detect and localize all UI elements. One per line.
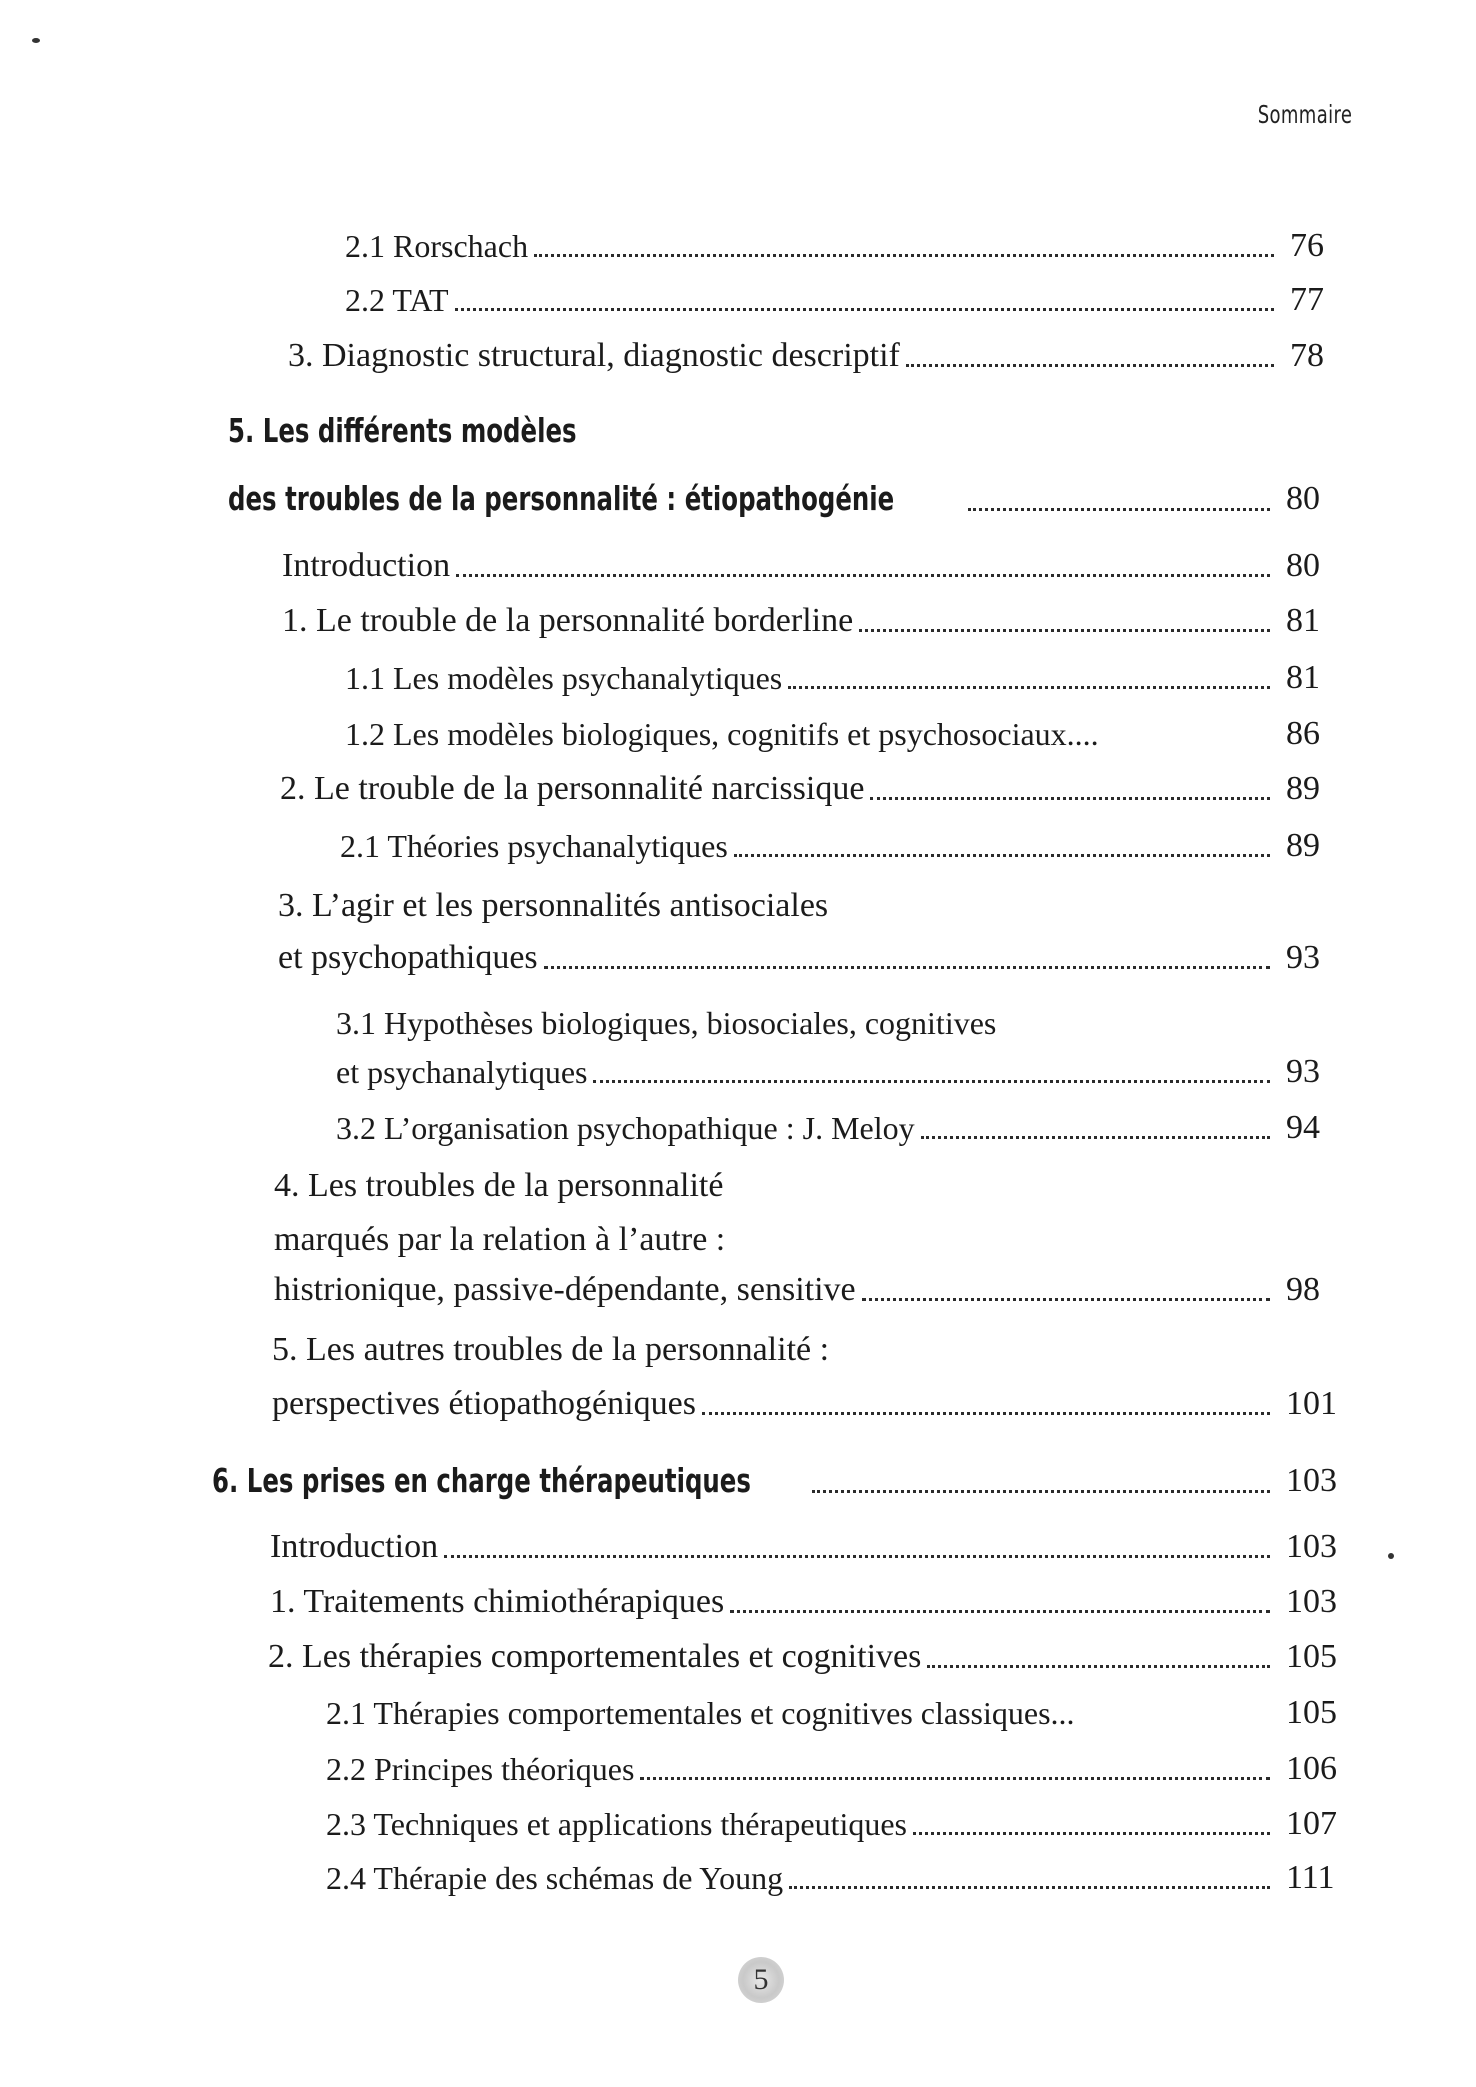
toc-entry-relation[interactable] [274,1270,1346,1310]
toc-entry-principles[interactable] [326,1749,1346,1789]
dot-leader [444,1555,1270,1558]
toc-entry-biological-models[interactable] [345,714,1346,754]
toc-entry-label: et psychopathiques [278,939,538,976]
toc-page-number: 94 [1286,1109,1320,1146]
toc-page-number: 101 [1286,1385,1337,1422]
dot-leader [788,686,1270,689]
toc-entry-young[interactable] [326,1858,1346,1898]
dot-leader [455,308,1274,311]
running-title: Sommaire [1257,100,1352,129]
toc-page-number: 106 [1286,1750,1337,1787]
toc-entry-label: 2.4 Thérapie des schémas de Young [326,1860,784,1896]
toc-entry-meloy[interactable] [336,1108,1346,1148]
toc-chapter-5[interactable] [228,478,1346,520]
dot-leader [913,1832,1270,1835]
toc-entry-label: perspectives étiopathogéniques [272,1385,696,1422]
toc-page-number: 103 [1286,1462,1337,1499]
page-number-badge: 5 [738,1957,784,2003]
toc-page-number: 93 [1286,1053,1320,1090]
dot-leader [544,966,1270,969]
dot-leader [870,797,1270,800]
dot-leader [734,854,1270,857]
toc-entry-label: 2. Les thérapies comportementales et cognitives [268,1638,922,1675]
toc-page-number: 76 [1290,227,1324,264]
toc-chapter-6[interactable] [212,1460,1346,1502]
toc-page-number: 89 [1286,770,1320,807]
dot-leader [640,1777,1270,1780]
dot-leader [730,1610,1270,1613]
toc-page-number: 105 [1286,1694,1337,1731]
toc-entry-borderline[interactable] [282,601,1346,641]
toc-entry-label: 1.1 Les modèles psychanalytiques [345,660,783,696]
toc-entry-other-disorders-line-1: 5. Les autres troubles de la personnalité : [272,1331,830,1368]
toc-entry-label: Introduction [282,547,451,584]
toc-entry-label: et psychanalytiques [336,1054,588,1090]
dot-leader [702,1412,1270,1415]
toc-entry-rorschach[interactable] [345,226,1350,266]
toc-page-number: 105 [1286,1638,1337,1675]
toc-entry-label: des troubles de la personnalité : étiopathogénie [228,479,895,518]
toc-entry-label: 1.2 Les modèles biologiques, cognitifs et psychosociaux.... [345,716,1099,752]
toc-entry-hypotheses-line-1: 3.1 Hypothèses biologiques, biosociales, cognitives [336,1005,997,1041]
toc-entry-classic-cbt[interactable] [326,1693,1346,1733]
toc-page-number: 81 [1286,659,1320,696]
toc-entry-relation-line-1: 4. Les troubles de la personnalité [274,1167,724,1204]
toc-entry-diagnostic[interactable] [288,336,1350,376]
dot-leader [968,508,1270,511]
toc-entry-ch5-introduction[interactable] [282,546,1346,586]
toc-page-number: 80 [1286,480,1320,517]
toc-entry-relation-line-2: marqués par la relation à l’autre : [274,1221,726,1258]
toc-page-number: 77 [1290,281,1324,318]
toc-entry-hypotheses[interactable] [336,1052,1346,1092]
dot-leader [812,1490,1270,1493]
toc-entry-label: 2.2 TAT [345,282,449,318]
toc-entry-acting[interactable] [278,938,1346,978]
toc-page-number: 103 [1286,1528,1337,1565]
toc-entry-label: histrionique, passive-dépendante, sensitive [274,1271,856,1308]
dot-leader [456,574,1270,577]
toc-page-number: 103 [1286,1583,1337,1620]
toc-page-number: 111 [1286,1859,1335,1896]
toc-page-number: 80 [1286,547,1320,584]
toc-entry-tat[interactable] [345,280,1350,320]
toc-entry-chemotherapy[interactable] [270,1582,1346,1622]
toc-page-number: 107 [1286,1805,1337,1842]
toc-entry-label: 2.1 Rorschach [345,228,529,264]
toc-entry-techniques[interactable] [326,1804,1346,1844]
toc-entry-narcissistic[interactable] [280,769,1346,809]
toc-entry-label: 6. Les prises en charge thérapeutiques [212,1461,751,1500]
toc-page-number: 93 [1286,939,1320,976]
toc-entry-theories[interactable] [340,826,1346,866]
toc-entry-label: 3.2 L’organisation psychopathique : J. Meloy [336,1110,915,1146]
dot-leader [906,364,1274,367]
toc-entry-label: 3. Diagnostic structural, diagnostic descriptif [288,337,900,374]
toc-chapter-5-line-1: 5. Les différents modèles [228,411,577,450]
scan-speck [1388,1553,1394,1559]
toc-entry-cbt[interactable] [268,1637,1346,1677]
toc-entry-label: 1. Traitements chimiothérapiques [270,1583,725,1620]
toc-entry-label: Introduction [270,1528,439,1565]
toc-entry-psychanalytic-models[interactable] [345,658,1346,698]
toc-entry-label: 2.2 Principes théoriques [326,1751,635,1787]
dot-leader [927,1665,1270,1668]
toc-entry-label: 2.3 Techniques et applications thérapeutiques [326,1806,907,1842]
toc-entry-label: 2. Le trouble de la personnalité narcissique [280,770,865,807]
toc-page-number: 81 [1286,602,1320,639]
dot-leader [593,1080,1270,1083]
toc-entry-label: 1. Le trouble de la personnalité borderline [282,602,854,639]
toc-page-number: 78 [1290,337,1324,374]
dot-leader [534,254,1274,257]
scan-speck [32,38,40,43]
toc-entry-ch6-introduction[interactable] [270,1527,1346,1567]
toc-page-number: 86 [1286,715,1320,752]
dot-leader [921,1136,1270,1139]
toc-entry-label: 2.1 Théories psychanalytiques [340,828,728,864]
toc-entry-label: 2.1 Thérapies comportementales et cognitives classiques... [326,1695,1075,1731]
dot-leader [789,1886,1270,1889]
dot-leader [862,1298,1270,1301]
toc-page-number: 89 [1286,827,1320,864]
toc-page-number: 98 [1286,1271,1320,1308]
dot-leader [859,629,1270,632]
toc-entry-other-disorders[interactable] [272,1384,1346,1424]
toc-entry-acting-line-1: 3. L’agir et les personnalités antisociales [278,887,829,924]
